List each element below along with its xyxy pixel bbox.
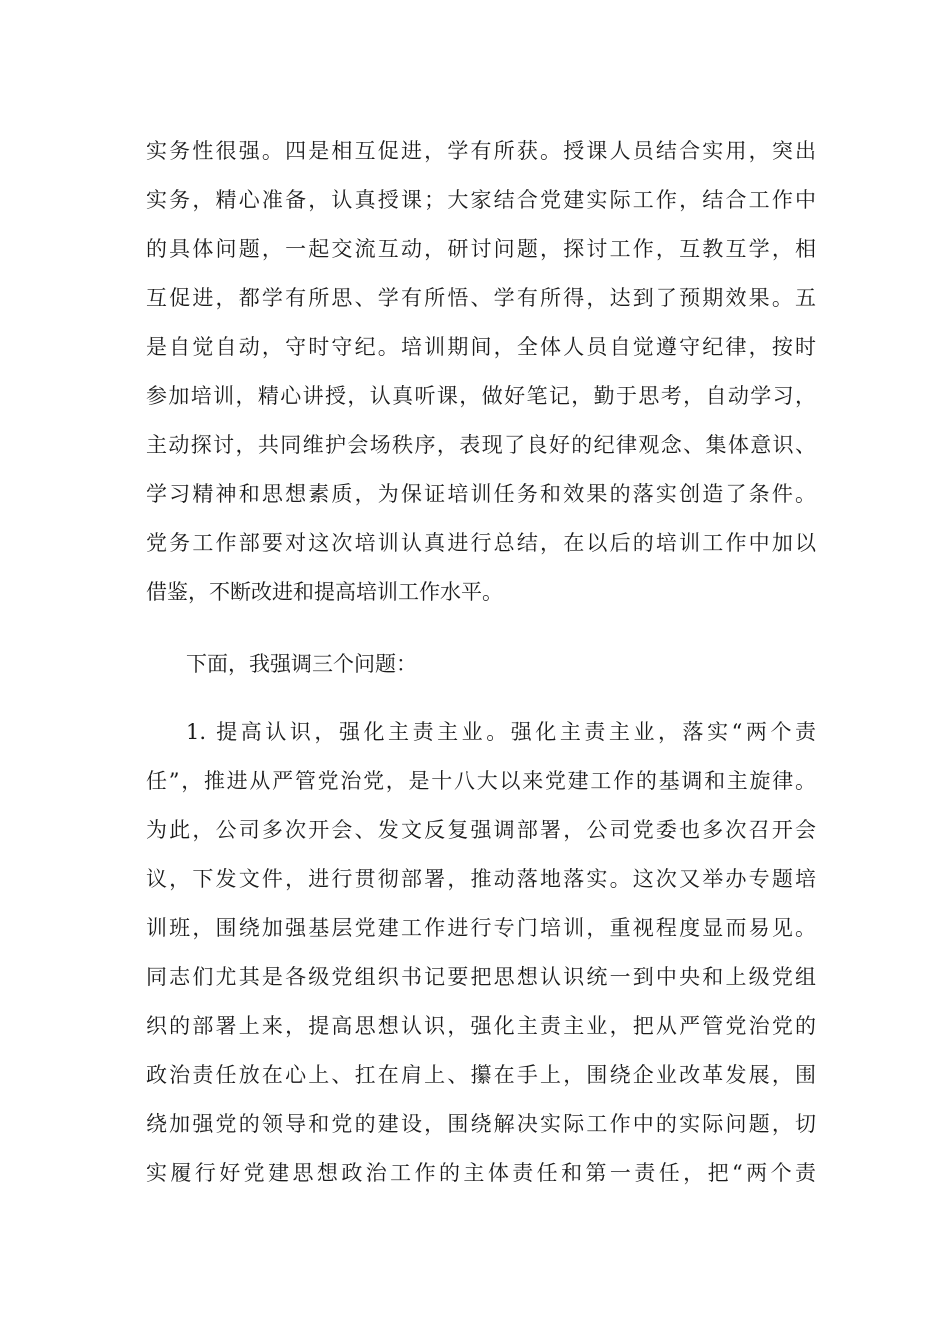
text-line: 为此，公司多次开会、发文反复强调部署，公司党委也多次召开会 xyxy=(146,818,816,842)
text-line: 的具体问题，一起交流互动，研讨问题，探讨工作，互教互学，相 xyxy=(146,237,816,261)
text-line: 训班，围绕加强基层党建工作进行专门培训，重视程度显而易见。 xyxy=(146,916,816,940)
text-line: 参加培训，精心讲授，认真听课，做好笔记，勤于思考，自动学习， xyxy=(146,384,816,408)
text-line: 1. 提高认识，强化主责主业。强化主责主业，落实“两个责 xyxy=(186,720,816,744)
text-line: 实务，精心准备，认真授课；大家结合党建实际工作，结合工作中 xyxy=(146,188,816,212)
text-line: 织的部署上来，提高思想认识，强化主责主业，把从严管党治党的 xyxy=(146,1014,816,1038)
text-line: 学习精神和思想素质，为保证培训任务和效果的落实创造了条件。 xyxy=(146,482,816,506)
paragraph-summary xyxy=(146,139,816,629)
text-line: 党务工作部要对这次培训认真进行总结，在以后的培训工作中加以 xyxy=(146,531,816,555)
paragraph-point-one xyxy=(146,720,816,1210)
text-line: 借鉴，不断改进和提高培训工作水平。 xyxy=(146,580,503,604)
text-line: 实履行好党建思想政治工作的主体责任和第一责任，把“两个责 xyxy=(146,1161,816,1185)
text-line: 议，下发文件，进行贯彻部署，推动落地落实。这次又举办专题培 xyxy=(146,867,816,891)
text-line: 同志们尤其是各级党组织书记要把思想认识统一到中央和上级党组 xyxy=(146,965,816,989)
text-line: 绕加强党的领导和党的建设，围绕解决实际工作中的实际问题，切 xyxy=(146,1112,816,1136)
text-line: 是自觉自动，守时守纪。培训期间，全体人员自觉遵守纪律，按时 xyxy=(146,335,816,359)
text-line: 实务性很强。四是相互促进，学有所获。授课人员结合实用，突出 xyxy=(146,139,816,163)
paragraph-transition xyxy=(146,652,816,701)
text-line: 任”，推进从严管党治党，是十八大以来党建工作的基调和主旋律。 xyxy=(146,769,816,793)
text-line: 互促进，都学有所思、学有所悟、学有所得，达到了预期效果。五 xyxy=(146,286,816,310)
text-line: 下面，我强调三个问题： xyxy=(186,652,417,676)
text-line: 主动探讨，共同维护会场秩序，表现了良好的纪律观念、集体意识、 xyxy=(146,433,816,457)
text-line: 政治责任放在心上、扛在肩上、攥在手上，围绕企业改革发展，围 xyxy=(146,1063,816,1087)
